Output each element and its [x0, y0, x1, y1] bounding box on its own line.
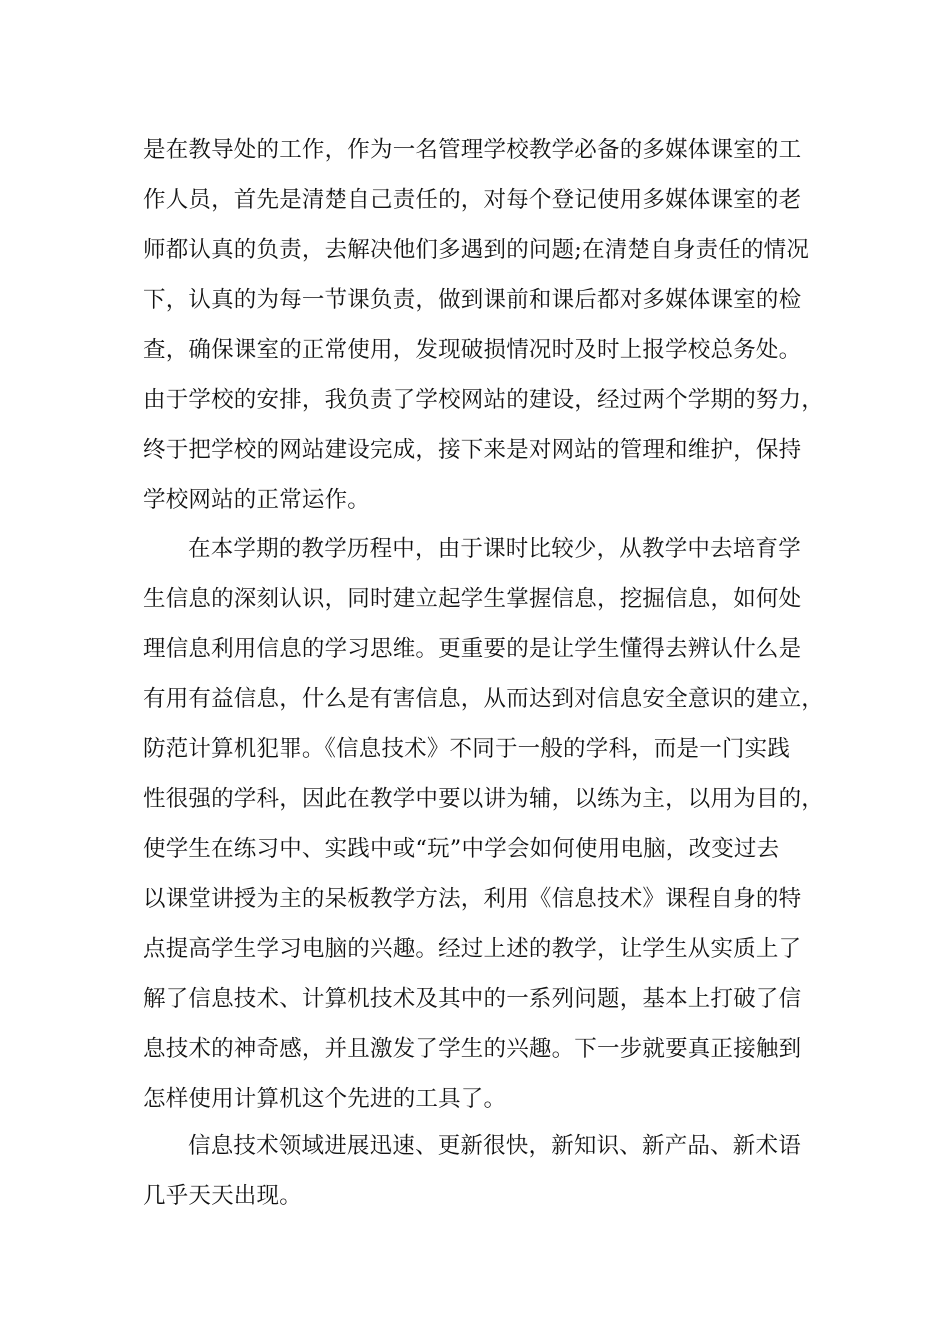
- text-line: 理信息利用信息的学习思维。更重要的是让学生懂得去辨认什么是: [143, 636, 802, 662]
- text-line: 学校网站的正常运作。: [143, 487, 371, 513]
- text-line-indented: 在本学期的教学历程中，由于课时比较少，从教学中去培育学: [188, 536, 801, 562]
- text-line: 息技术的神奇感，并且激发了学生的兴趣。下一步就要真正接触到: [143, 1036, 802, 1062]
- text-line: 以课堂讲授为主的呆板教学方法，利用《信息技术》课程自身的特: [143, 886, 802, 912]
- text-line: 下，认真的为每一节课负责，做到课前和课后都对多媒体课室的检: [143, 287, 802, 313]
- text-line: 点提高学生学习电脑的兴趣。经过上述的教学，让学生从实质上了: [143, 936, 802, 962]
- text-line: 是在教导处的工作，作为一名管理学校教学必备的多媒体课室的工: [143, 137, 802, 163]
- paragraph-field-progress: [143, 1121, 823, 1221]
- text-line: 生信息的深刻认识，同时建立起学生掌握信息，挖掘信息，如何处: [143, 586, 802, 612]
- paragraph-continued: [143, 125, 823, 525]
- text-line: 几乎天天出现。: [143, 1183, 302, 1209]
- text-line: 查，确保课室的正常使用，发现破损情况时及时上报学校总务处。: [143, 337, 802, 363]
- text-line: 终于把学校的网站建设完成，接下来是对网站的管理和维护，保持: [143, 437, 802, 463]
- text-line-indented: 信息技术领域进展迅速、更新很快，新知识、新产品、新术语: [188, 1133, 801, 1159]
- text-line: 怎样使用计算机这个先进的工具了。: [143, 1086, 507, 1112]
- text-line: 师都认真的负责，去解决他们多遇到的问题;在清楚自身责任的情况: [143, 237, 810, 263]
- text-line: 使学生在练习中、实践中或“玩”中学会如何使用电脑，改变过去: [143, 836, 780, 862]
- text-line: 有用有益信息，什么是有害信息，从而达到对信息安全意识的建立，: [143, 686, 825, 712]
- text-line: 性很强的学科，因此在教学中要以讲为辅，以练为主，以用为目的，: [143, 786, 825, 812]
- paragraph-teaching: [143, 524, 823, 1124]
- text-line: 作人员，首先是清楚自己责任的，对每个登记使用多媒体课室的老: [143, 187, 802, 213]
- text-line: 解了信息技术、计算机技术及其中的一系列问题，基本上打破了信: [143, 986, 802, 1012]
- text-line: 防范计算机犯罪。《信息技术》不同于一般的学科，而是一门实践: [143, 736, 791, 762]
- text-line: 由于学校的安排，我负责了学校网站的建设，经过两个学期的努力，: [143, 387, 825, 413]
